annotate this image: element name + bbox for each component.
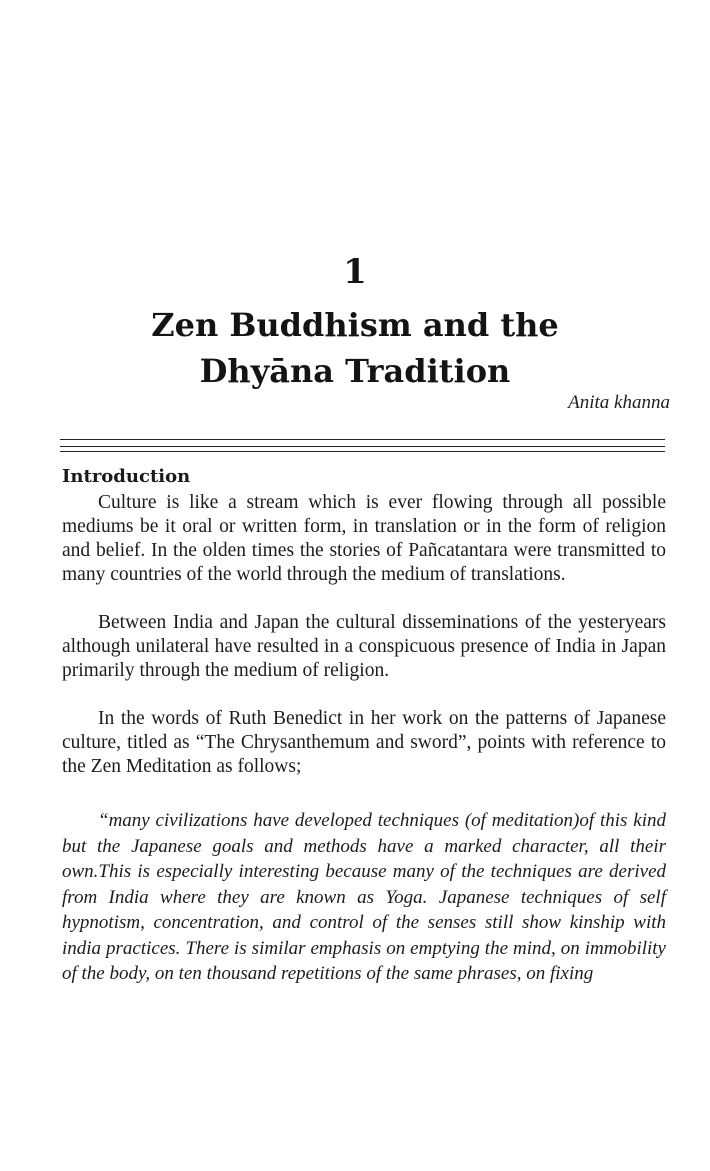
- body-paragraph-1: [62, 491, 666, 591]
- author-name: Anita khanna: [568, 392, 670, 413]
- body-paragraph-2: [62, 611, 666, 687]
- title-divider-top: [60, 439, 665, 440]
- title-divider-middle: [60, 446, 665, 447]
- quote-text: “many civilizations have developed techniques (of meditation)of this kind but the Japanese goals and methods have a marked character, all their own.This is especially interesting because many of the techniques are derived from India where they are known as Yoga. Japanese techniques of self hypnotism, concentration, and control of the senses still show kinship with india practices. There is similar emphasis on emptying the mind, on immobility of the body, on ten thousand repetitions of the same phrases, on fixing: [62, 810, 666, 984]
- body-paragraph-3: [62, 707, 666, 783]
- block-quote: [62, 808, 666, 987]
- paragraph-text: In the words of Ruth Benedict in her work on the patterns of Japanese culture, titled as “The Chrysanthemum and sword”, points with reference to the Zen Meditation as follows;: [62, 708, 666, 777]
- chapter-title-line-1: Zen Buddhism and the: [151, 306, 559, 344]
- section-heading: Introduction: [62, 466, 191, 487]
- chapter-title: [0, 302, 710, 394]
- chapter-number: 1: [343, 252, 367, 292]
- paragraph-text: Culture is like a stream which is ever flowing through all possible mediums be it oral or written form, in translation or in the form of religion and belief. In the olden times the stories of Pañcatantara were transmitted to many countries of the world through the medium of translations.: [62, 492, 666, 585]
- title-divider-bottom: [60, 451, 665, 452]
- chapter-title-line-2: Dhyāna Tradition: [199, 352, 511, 390]
- paragraph-text: Between India and Japan the cultural disseminations of the yesteryears although unilateral have resulted in a conspicuous presence of India in Japan primarily through the medium of religion.: [62, 612, 666, 681]
